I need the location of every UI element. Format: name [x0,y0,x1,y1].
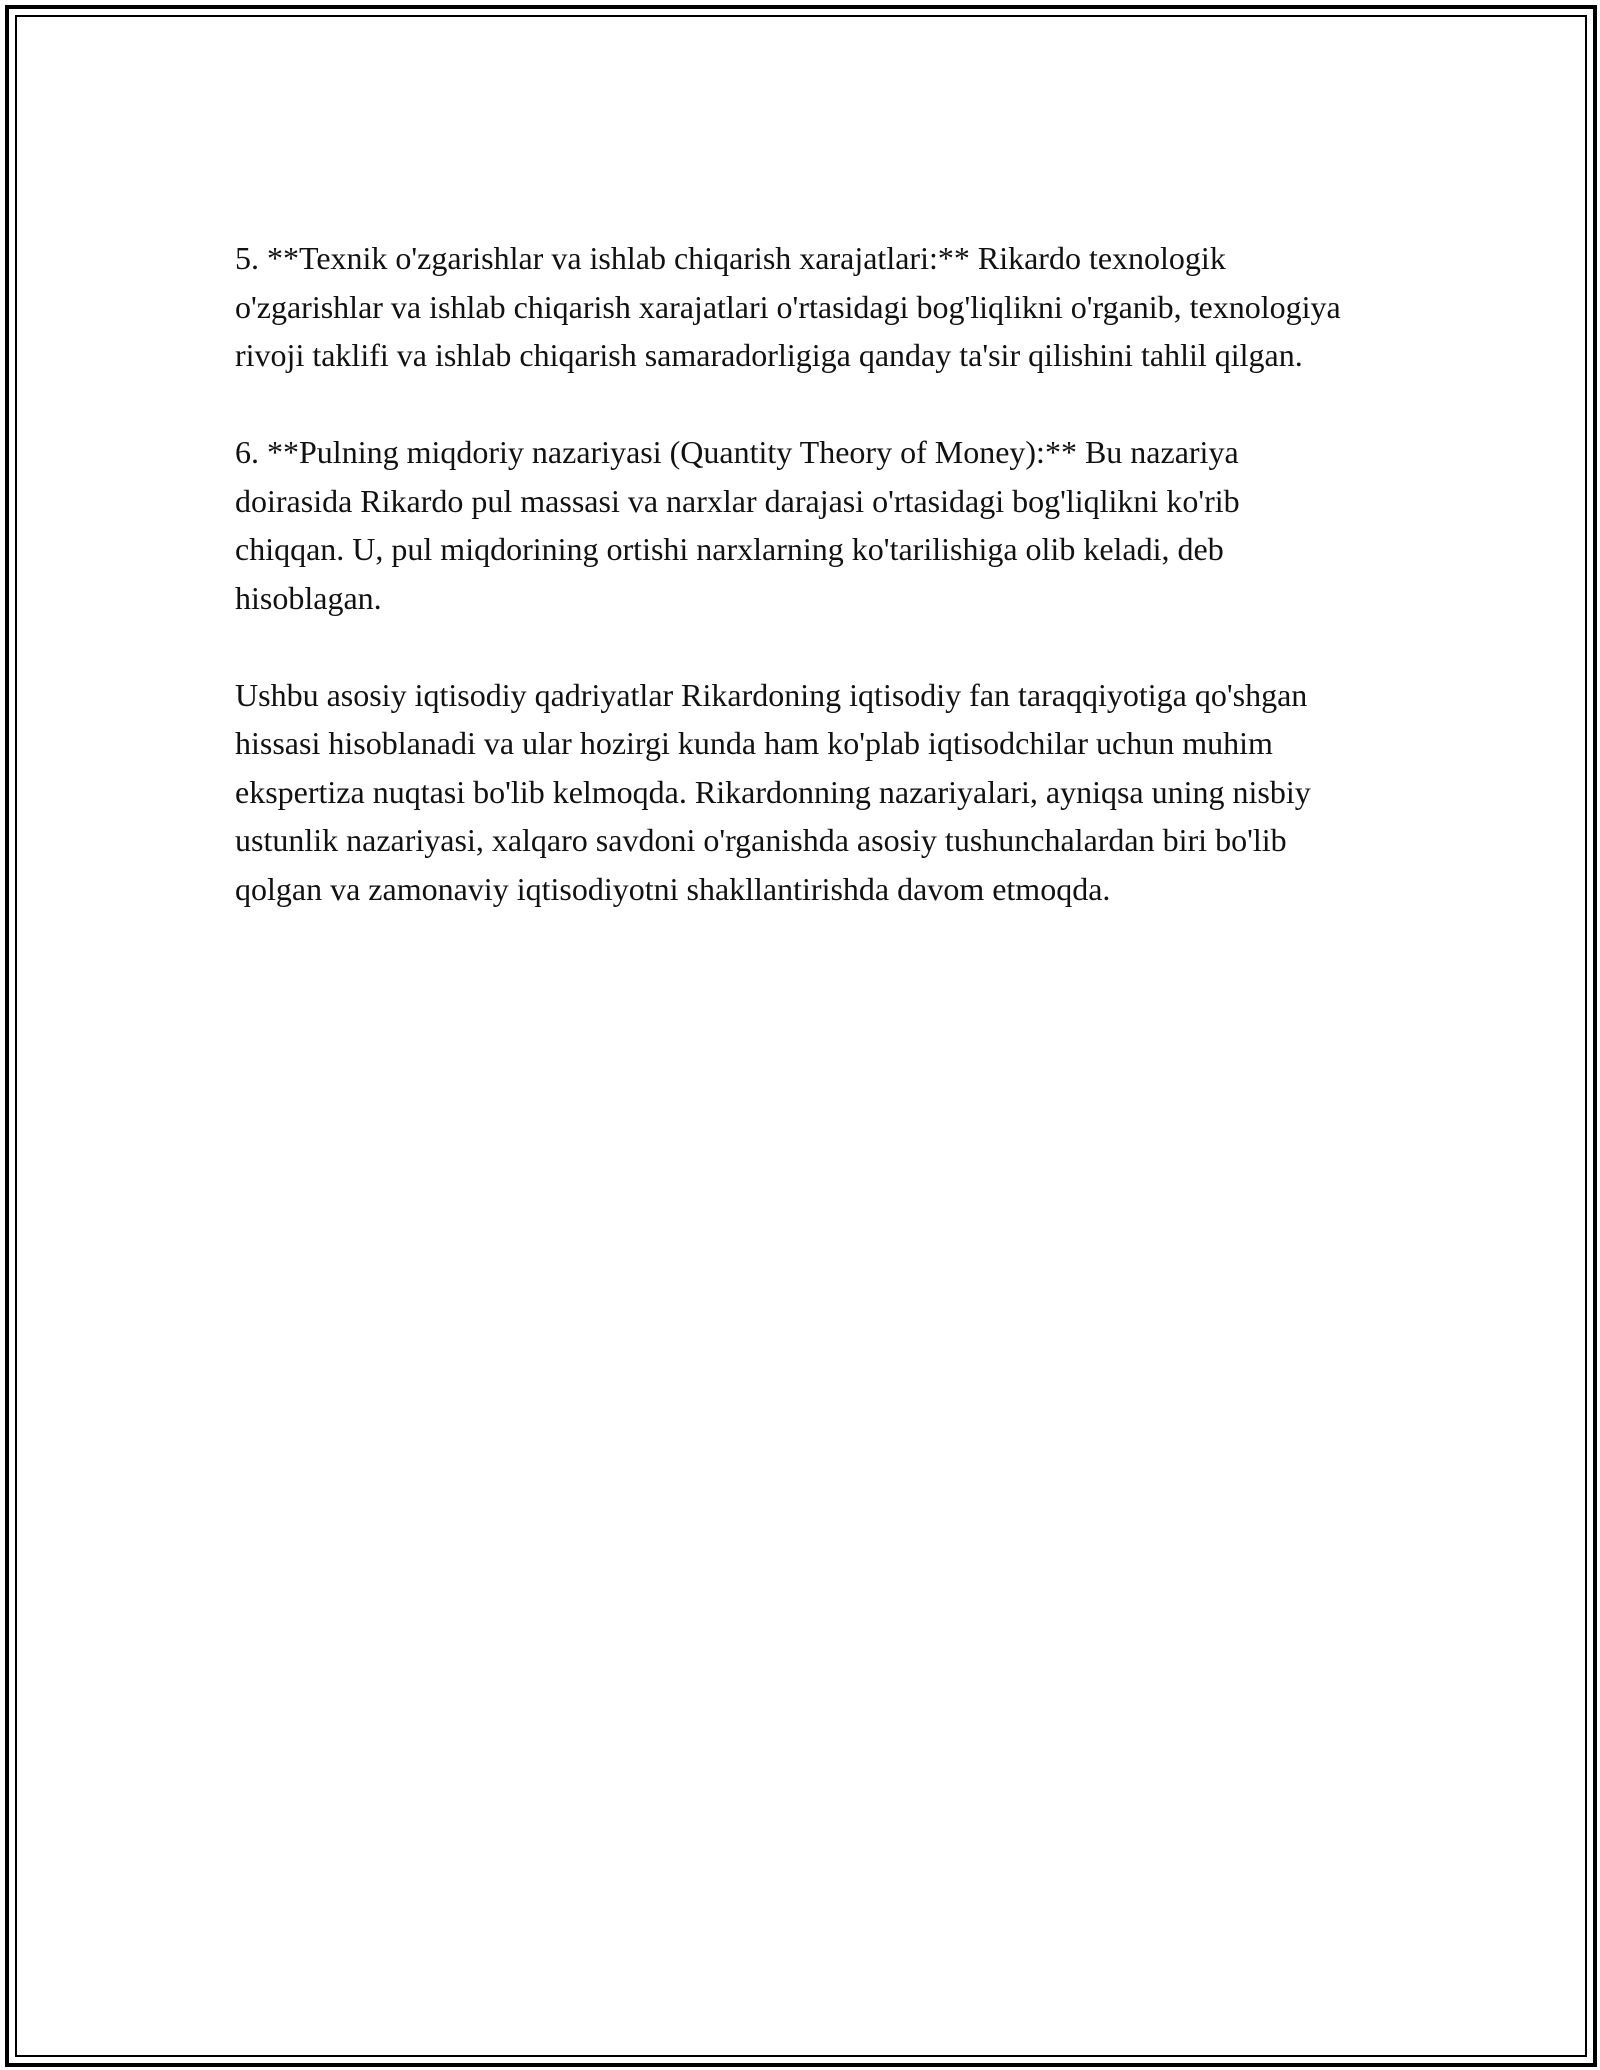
paragraph-conclusion: Ushbu asosiy iqtisodiy qadriyatlar Rikardoning iqtisodiy fan taraqqiyotiga qo'shgan hissasi hisoblanadi va ular hozirgi kunda ham ko'plab iqtisodchilar uchun muhim ekspertiza nuqtasi bo'lib kelmoqda. Rikardonning nazariyalari, ayniqsa uning nisbiy ustunlik nazariyasi, xalqaro savdoni o'rganishda asosiy tushunchalardan biri bo'lib qolgan va zamonaviy iqtisodiyotni shakllantirishda davom etmoqda. [235,676,1311,907]
document-body [235,234,1355,962]
paragraph-technical-changes: 5. **Texnik o'zgarishlar va ishlab chiqarish xarajatlari:** Rikardo texnologik o'zgarishlar va ishlab chiqarish xarajatlari o'rtasidagi bog'liqlikni o'rganib, texnologiya rivoji taklifi va ishlab chiqarish samaradorligiga qanday ta'sir qilishini tahlil qilgan. [235,240,1341,373]
paragraph-quantity-theory: 6. **Pulning miqdoriy nazariyasi (Quantity Theory of Money):** Bu nazariya doirasida Rikardo pul massasi va narxlar darajasi o'rtasidagi bog'liqlikni ko'rib chiqqan. U, pul miqdorining ortishi narxlarning ko'tarilishiga olib keladi, deb hisoblagan. [235,434,1240,616]
